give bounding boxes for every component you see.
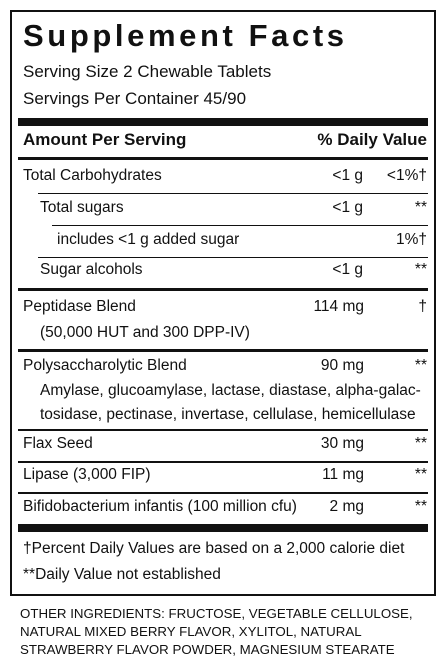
polysaccharolytic-ingredients-line-2: tosidase, pectinase, invertase, cellulase, hemicellulase (40, 406, 416, 423)
divider (38, 193, 428, 194)
dv-sugar-alcohols: ** (414, 261, 427, 278)
polysaccharolytic-ingredients-line-1: Amylase, glucoamylase, lactase, diastase, alpha-galac- (40, 382, 421, 399)
row-lipase: Lipase (3,000 FIP) (23, 466, 151, 483)
dv-flax-seed: ** (414, 435, 427, 452)
medium-rule (18, 349, 428, 352)
other-ingredients-line-3: STRAWBERRY FLAVOR POWDER, MAGNESIUM STEARATE (20, 642, 395, 657)
footnote-daily-value-not-established: **Daily Value not established (23, 566, 221, 583)
dv-peptidase-blend: † (418, 298, 427, 315)
servings-per-container: Servings Per Container 45/90 (23, 89, 247, 108)
divider (18, 429, 428, 431)
row-total-carbohydrates: Total Carbohydrates (23, 167, 162, 184)
row-peptidase-blend: Peptidase Blend (23, 298, 136, 315)
divider (18, 492, 428, 494)
amount-polysaccharolytic-blend: 90 mg (320, 357, 364, 374)
supplement-facts-panel (10, 10, 436, 596)
row-bifidobacterium-infantis: Bifidobacterium infantis (100 million cfu) (23, 498, 297, 515)
row-total-sugars: Total sugars (40, 199, 124, 216)
medium-rule (18, 157, 428, 160)
amount-bifidobacterium-infantis: 2 mg (329, 498, 364, 515)
other-ingredients-line-1: OTHER INGREDIENTS: FRUCTOSE, VEGETABLE CELLULOSE, (20, 606, 413, 621)
divider (38, 257, 428, 258)
dv-lipase: ** (414, 466, 427, 483)
medium-rule (18, 288, 428, 291)
peptidase-blend-detail: (50,000 HUT and 300 DPP-IV) (40, 324, 250, 341)
daily-value-header: % Daily Value (317, 130, 427, 149)
other-ingredients (20, 605, 440, 659)
row-flax-seed: Flax Seed (23, 435, 93, 452)
divider (18, 461, 428, 463)
amount-lipase: 11 mg (322, 466, 364, 483)
thick-rule-top (18, 118, 428, 126)
dv-total-sugars: ** (414, 199, 427, 216)
footnote-percent-daily-values: †Percent Daily Values are based on a 2,000 calorie diet (23, 540, 405, 557)
dv-bifidobacterium-infantis: ** (414, 498, 427, 515)
dv-added-sugar: 1%† (395, 231, 427, 248)
amount-total-sugars: <1 g (332, 199, 363, 216)
amount-sugar-alcohols: <1 g (332, 261, 363, 278)
dv-polysaccharolytic-blend: ** (414, 357, 427, 374)
divider (52, 225, 428, 226)
thick-rule-bottom (18, 524, 428, 532)
amount-total-carbohydrates: <1 g (332, 167, 363, 184)
row-added-sugar: includes <1 g added sugar (57, 231, 240, 248)
other-ingredients-line-2: NATURAL MIXED BERRY FLAVOR, XYLITOL, NATURAL (20, 624, 362, 639)
dv-total-carbohydrates: <1%† (386, 167, 427, 184)
amount-flax-seed: 30 mg (320, 435, 364, 452)
amount-per-serving-header: Amount Per Serving (23, 130, 187, 149)
panel-title: Supplement Facts (23, 18, 348, 53)
amount-peptidase-blend: 114 mg (313, 298, 364, 315)
row-sugar-alcohols: Sugar alcohols (40, 261, 143, 278)
row-polysaccharolytic-blend: Polysaccharolytic Blend (23, 357, 187, 374)
serving-size: Serving Size 2 Chewable Tablets (23, 62, 272, 81)
